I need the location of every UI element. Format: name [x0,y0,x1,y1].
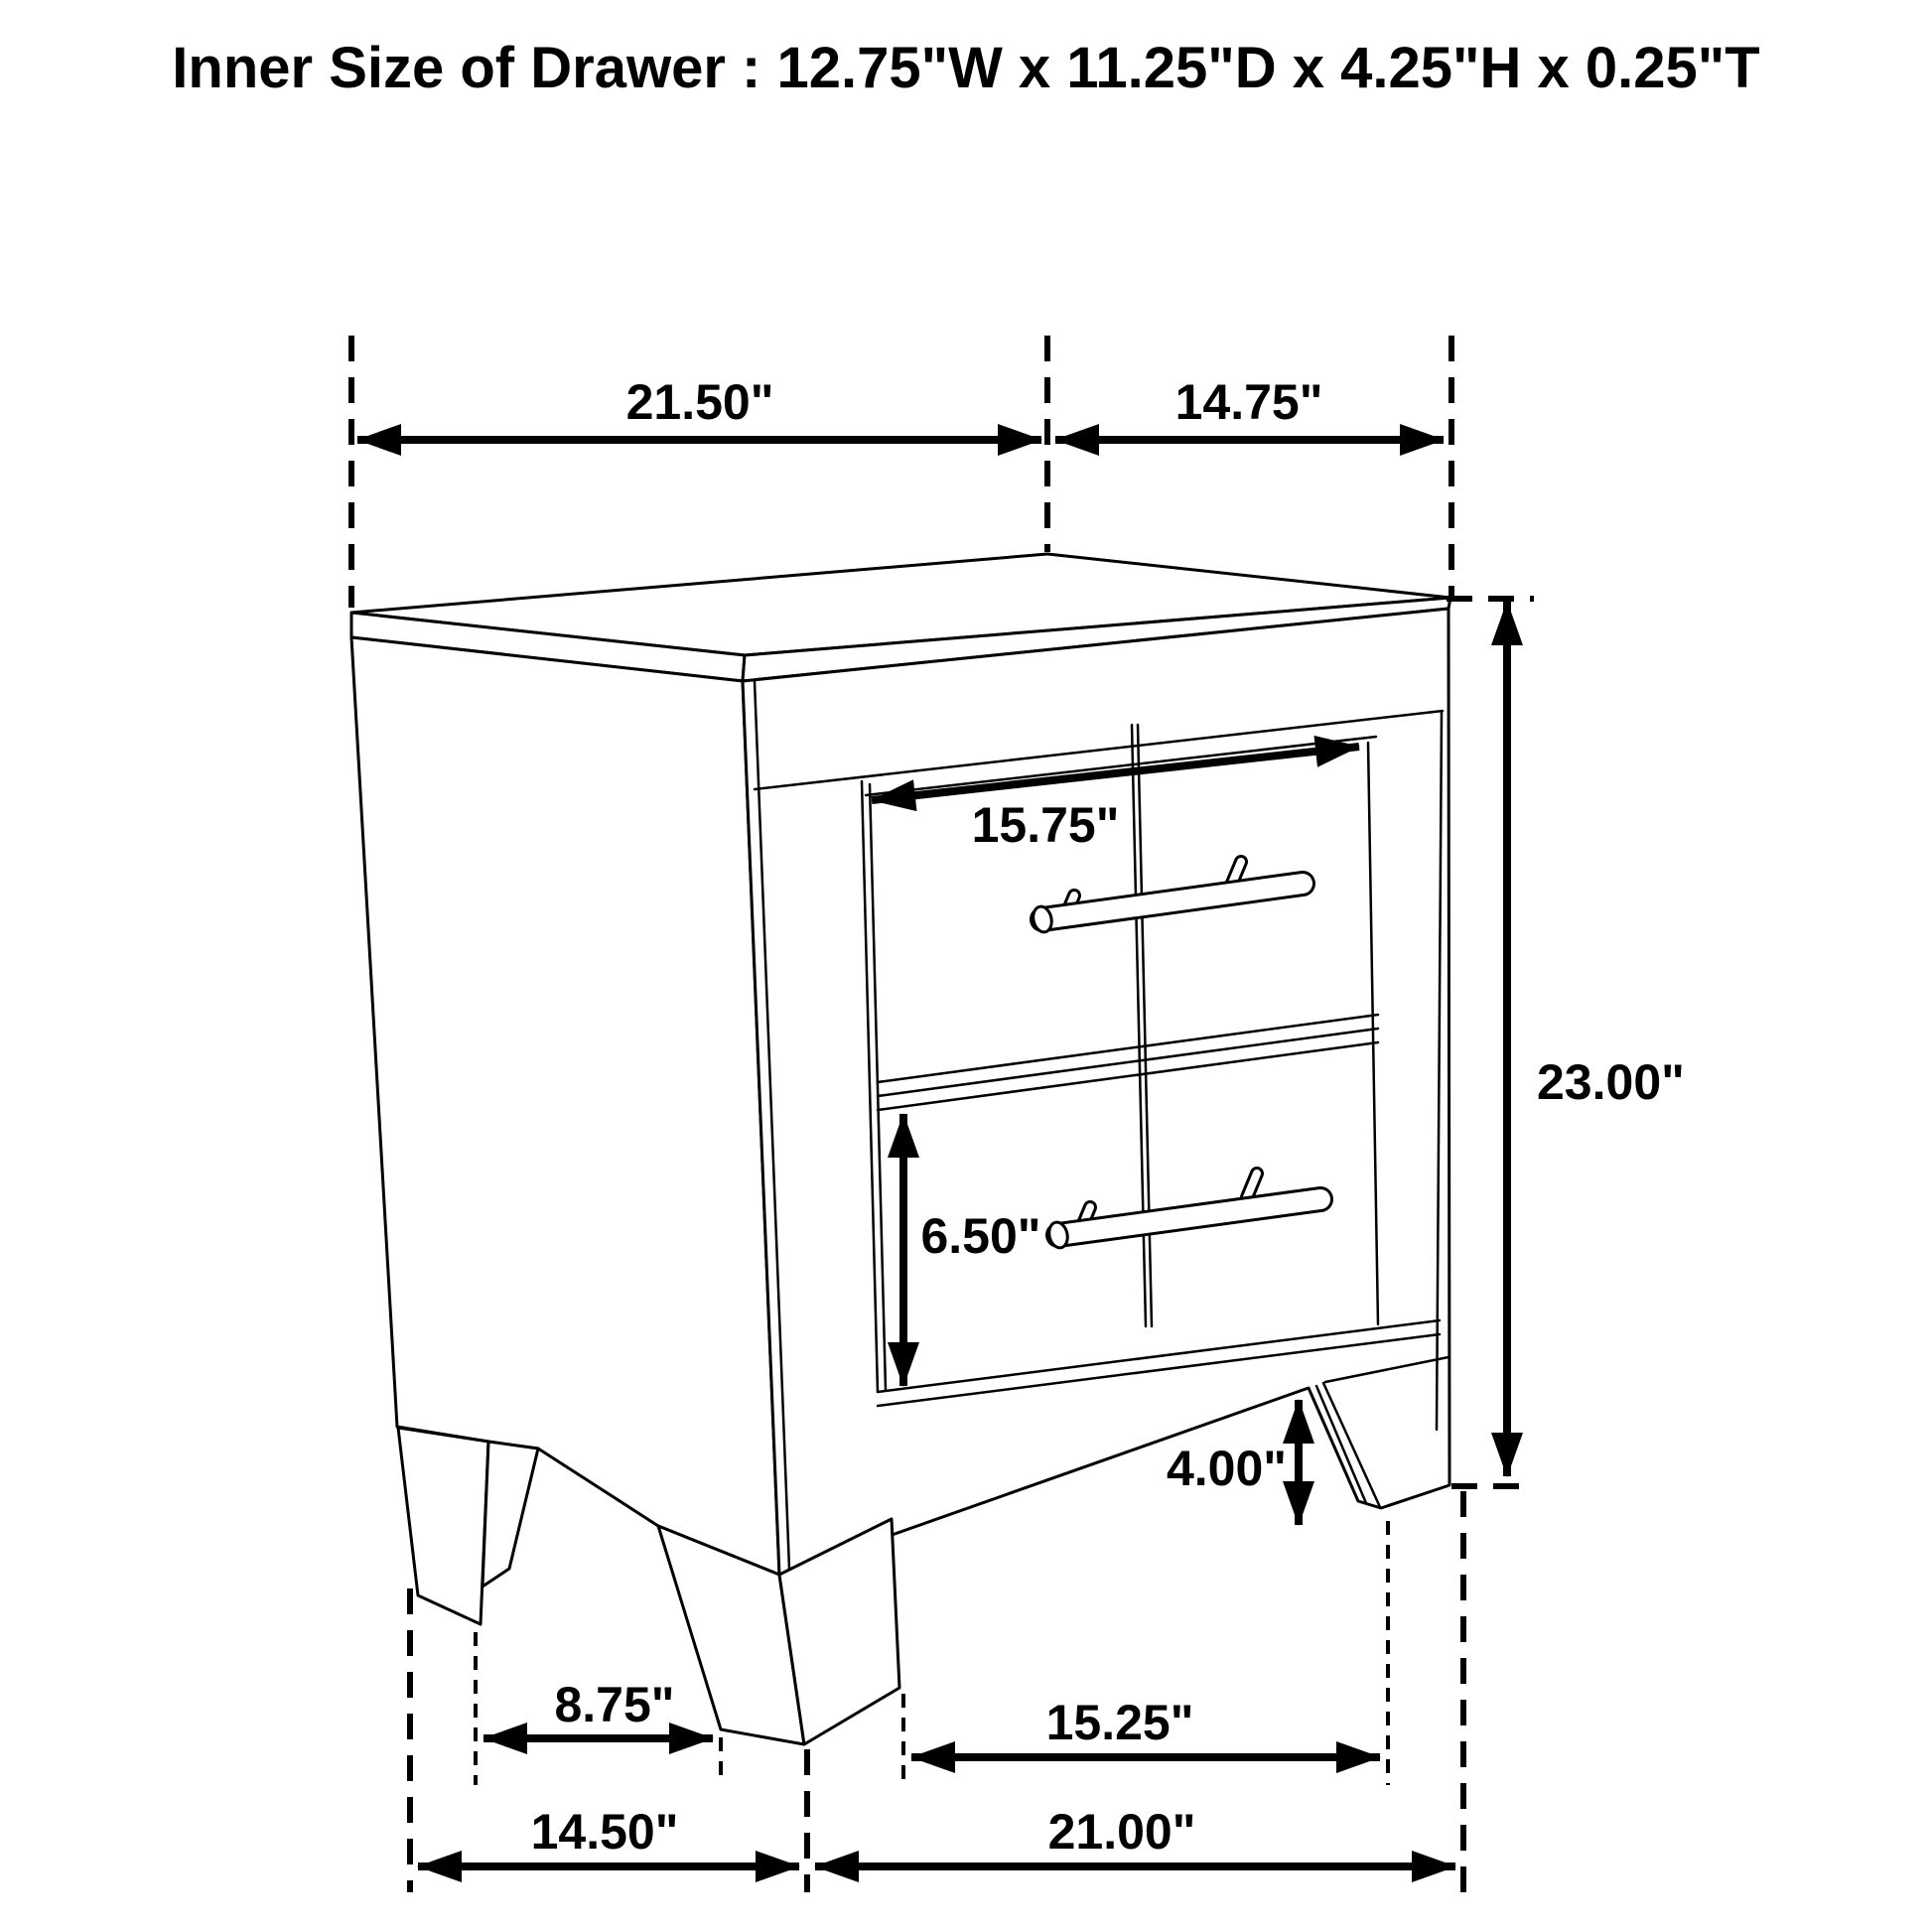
label-top-width: 21.50" [625,374,774,430]
label-top-depth: 14.75" [1174,374,1323,430]
label-overall-height: 23.00" [1537,1054,1685,1110]
page-title: Inner Size of Drawer : 12.75"W x 11.25"D x 4.25"H x 0.25"T [172,36,1760,100]
label-base-width: 21.00" [1047,1804,1196,1860]
label-leg-height: 4.00" [1166,1441,1287,1496]
label-base-depth: 14.50" [530,1804,679,1860]
label-leg-span-side: 8.75" [554,1677,675,1732]
label-drawer-width: 15.75" [971,797,1120,853]
back-left-leg-side [483,1442,538,1587]
label-leg-span-front: 15.25" [1045,1695,1194,1750]
label-drawer-height: 6.50" [920,1208,1041,1264]
